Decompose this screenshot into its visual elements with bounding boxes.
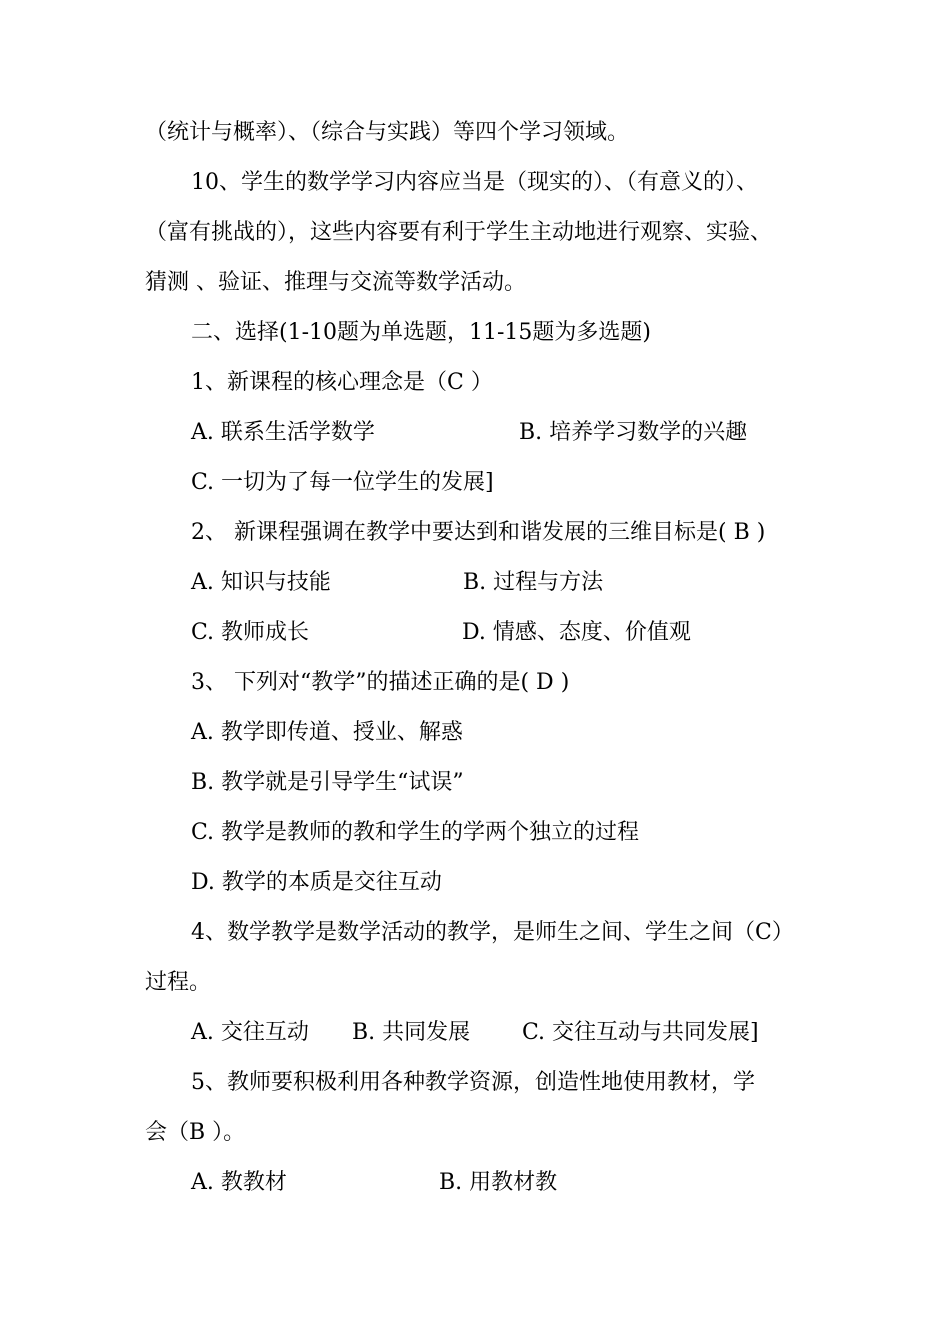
q2-option-c: C. 教师成长 — [191, 620, 310, 645]
q3-option-d: D. 教学的本质是交往互动 — [191, 870, 442, 895]
question-1: 1、新课程的核心理念是（C ） — [191, 370, 493, 395]
q4-option-a: A. 交往互动 — [191, 1020, 309, 1045]
section-heading: 二、选择(1-10题为单选题，11-15题为多选题) — [191, 320, 652, 345]
q2-option-a: A. 知识与技能 — [191, 570, 331, 595]
question-5-continued: 会（B ）。 — [145, 1120, 246, 1145]
question-2: 2、 新课程强调在教学中要达到和谐发展的三维目标是( B ) — [191, 520, 766, 545]
text-line: 猜测 、验证、推理与交流等数学活动。 — [145, 270, 526, 295]
q1-option-c: C. 一切为了每一位学生的发展] — [191, 470, 494, 495]
q5-option-b: B. 用教材教 — [439, 1170, 558, 1195]
question-4: 4、数学教学是数学活动的教学，是师生之间、学生之间（C） — [191, 920, 794, 945]
text-line: 10、学生的数学学习内容应当是（现实的）、（有意义的）、 — [191, 170, 758, 195]
q3-option-b: B. 教学就是引导学生“试误” — [191, 770, 464, 795]
q1-option-a: A. 联系生活学数学 — [191, 420, 375, 445]
q3-option-a: A. 教学即传道、授业、解惑 — [191, 720, 463, 745]
q4-option-c: C. 交往互动与共同发展] — [522, 1020, 759, 1045]
question-5: 5、教师要积极利用各种教学资源，创造性地使用教材，学 — [191, 1070, 755, 1095]
q1-option-b: B. 培养学习数学的兴趣 — [519, 420, 748, 445]
text-line: （统计与概率）、（综合与实践）等四个学习领域。 — [145, 120, 630, 145]
question-3: 3、 下列对“教学”的描述正确的是( D ) — [191, 670, 570, 695]
q2-option-b: B. 过程与方法 — [463, 570, 604, 595]
q5-option-a: A. 教教材 — [191, 1170, 287, 1195]
question-4-continued: 过程。 — [145, 970, 212, 995]
q3-option-c: C. 教学是教师的教和学生的学两个独立的过程 — [191, 820, 640, 845]
text-line: （富有挑战的），这些内容要有利于学生主动地进行观察、实验、 — [145, 220, 773, 245]
q4-option-b: B. 共同发展 — [352, 1020, 471, 1045]
q2-option-d: D. 情感、态度、价值观 — [462, 620, 691, 645]
